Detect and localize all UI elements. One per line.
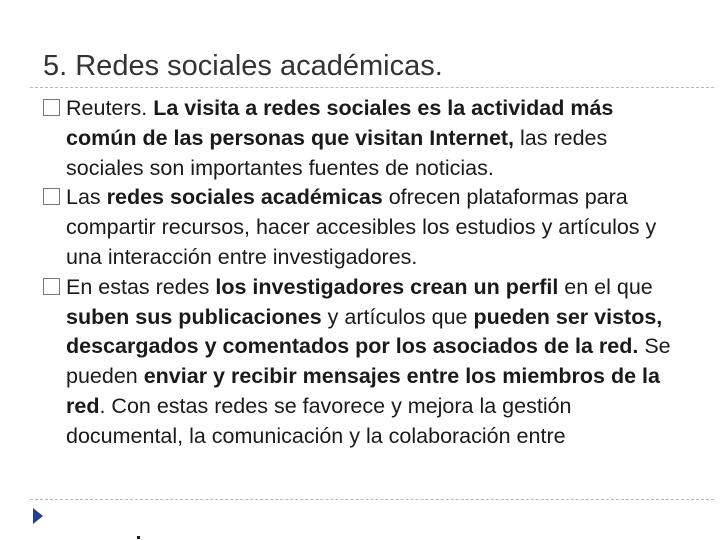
bullet-item: [43, 183, 683, 272]
bullet-run: En estas redes: [66, 274, 216, 299]
slide-title: 5. Redes sociales académicas.: [43, 50, 443, 82]
bullet-box-icon: [43, 278, 60, 295]
slide-body: [43, 94, 683, 452]
bullet-run: Se pueden: [66, 334, 671, 389]
bullet-run-bold: La visita a redes sociales es la actividad más común de las personas que visitan Internet,: [66, 96, 614, 150]
bullet-run-bold: los investigadores crean un perfil: [215, 274, 559, 299]
bullet-run: Las: [66, 185, 107, 210]
clipped-text-fragment: [137, 536, 140, 539]
bullet-run-bold: pueden ser vistos, descargados y comentados por los asociados de la red.: [66, 304, 663, 359]
bullet-box-icon: [43, 99, 60, 116]
bullet-run: las redes sociales son importantes fuentes de noticias.: [66, 125, 608, 180]
bullet-run: y artículos que: [321, 304, 474, 329]
bullet-box-icon: [43, 188, 60, 205]
bullet-run-bold: redes sociales académicas: [106, 185, 383, 210]
next-slide-arrow-icon[interactable]: [33, 508, 43, 524]
bullet-run-bold: enviar y recibir mensajes entre los miembros de la red: [66, 364, 660, 418]
bullet-run-bold: suben sus publicaciones: [66, 304, 322, 329]
bullet-run: ofrecen plataformas para compartir recursos, hacer accesibles los estudios y artículos y una interacción entre investigadores.: [66, 185, 657, 269]
bullet-run: en el que: [558, 274, 653, 299]
bullet-run: . Con estas redes se favorece y mejora la gestión documental, la comunicación y la colaboración entre: [66, 393, 572, 448]
title-divider: [30, 87, 714, 88]
bullet-item: [43, 273, 683, 452]
bullet-run: Reuters.: [66, 96, 154, 120]
bullet-item: [43, 94, 683, 183]
footer-divider: [30, 499, 714, 500]
